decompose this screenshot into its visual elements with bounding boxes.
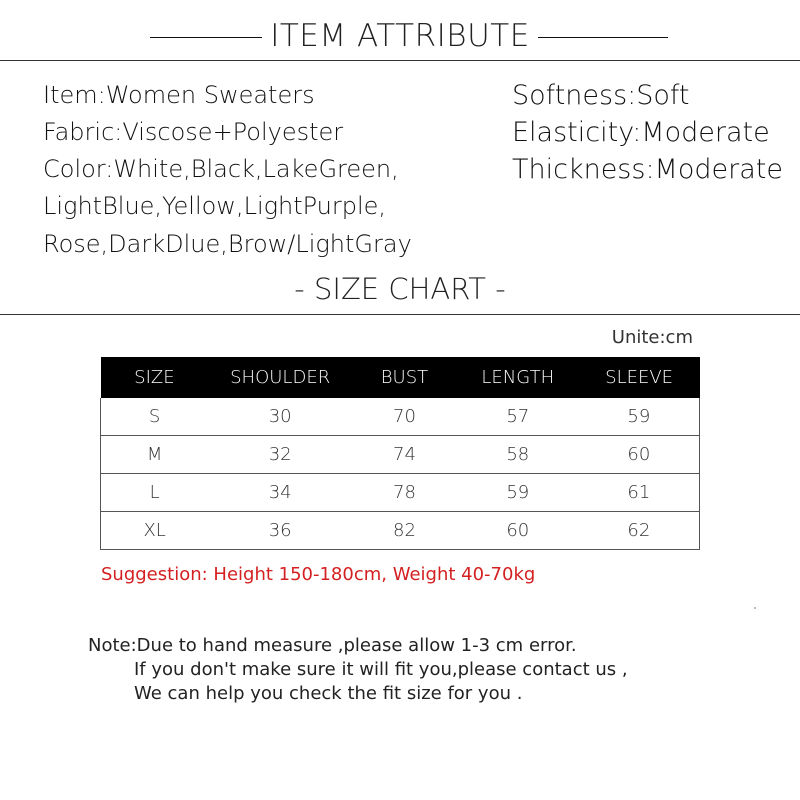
cell-shoulder: 32 — [208, 436, 352, 474]
note-line-3: We can help you check the fit size for you . — [134, 683, 523, 704]
item-attribute-title-text: ITEM ATTRIBUTE — [262, 18, 538, 54]
cell-shoulder: 30 — [208, 398, 352, 436]
note-line-2: If you don't make sure it will fit you,please contact us , — [134, 659, 628, 680]
note-line-1: Note:Due to hand measure ,please allow 1-3 cm error. — [88, 635, 577, 656]
cell-size: XL — [101, 512, 209, 550]
attr-color-line1: Color:White,Black,LakeGreen, — [43, 155, 399, 183]
cell-length: 60 — [457, 512, 579, 550]
col-size: SIZE — [101, 357, 209, 398]
attr-elasticity: Elasticity:Moderate — [512, 117, 770, 148]
attr-item: Item:Women Sweaters — [43, 81, 315, 109]
cell-sleeve: 59 — [579, 398, 700, 436]
cell-length: 57 — [457, 398, 579, 436]
col-length: LENGTH — [457, 357, 579, 398]
size-chart-title: - SIZE CHART - — [294, 272, 506, 306]
attr-color-line3: Rose,DarkDlue,Brow/LightGray — [43, 230, 412, 258]
attr-softness: Softness:Soft — [512, 80, 690, 111]
cell-length: 58 — [457, 436, 579, 474]
size-table-header-row — [101, 357, 700, 398]
cell-size: L — [101, 474, 209, 512]
header-divider — [0, 60, 800, 61]
unit-label: Unite:cm — [611, 327, 693, 348]
cell-bust: 74 — [352, 436, 457, 474]
cell-sleeve: 62 — [579, 512, 700, 550]
cell-sleeve: 60 — [579, 436, 700, 474]
col-sleeve: SLEEVE — [579, 357, 700, 398]
cell-bust: 78 — [352, 474, 457, 512]
cell-size: S — [101, 398, 209, 436]
col-shoulder: SHOULDER — [208, 357, 352, 398]
cell-sleeve: 61 — [579, 474, 700, 512]
size-chart-divider — [0, 314, 800, 315]
cell-length: 59 — [457, 474, 579, 512]
suggestion-text: Suggestion: Height 150-180cm, Weight 40-70kg — [101, 564, 536, 585]
table-row — [101, 474, 700, 512]
cell-shoulder: 36 — [208, 512, 352, 550]
cell-size: M — [101, 436, 209, 474]
stray-dot — [754, 607, 756, 609]
table-row — [101, 436, 700, 474]
attr-fabric: Fabric:Viscose+Polyester — [43, 118, 344, 146]
col-bust: BUST — [352, 357, 457, 398]
cell-bust: 82 — [352, 512, 457, 550]
attr-color-line2: LightBlue,Yellow,LightPurple, — [43, 192, 387, 220]
cell-shoulder: 34 — [208, 474, 352, 512]
table-row — [101, 512, 700, 550]
size-table — [100, 357, 700, 550]
table-row — [101, 398, 700, 436]
cell-bust: 70 — [352, 398, 457, 436]
attr-thickness: Thickness:Moderate — [512, 154, 783, 185]
item-attribute-title — [0, 18, 800, 54]
item-attribute-header — [0, 18, 800, 58]
